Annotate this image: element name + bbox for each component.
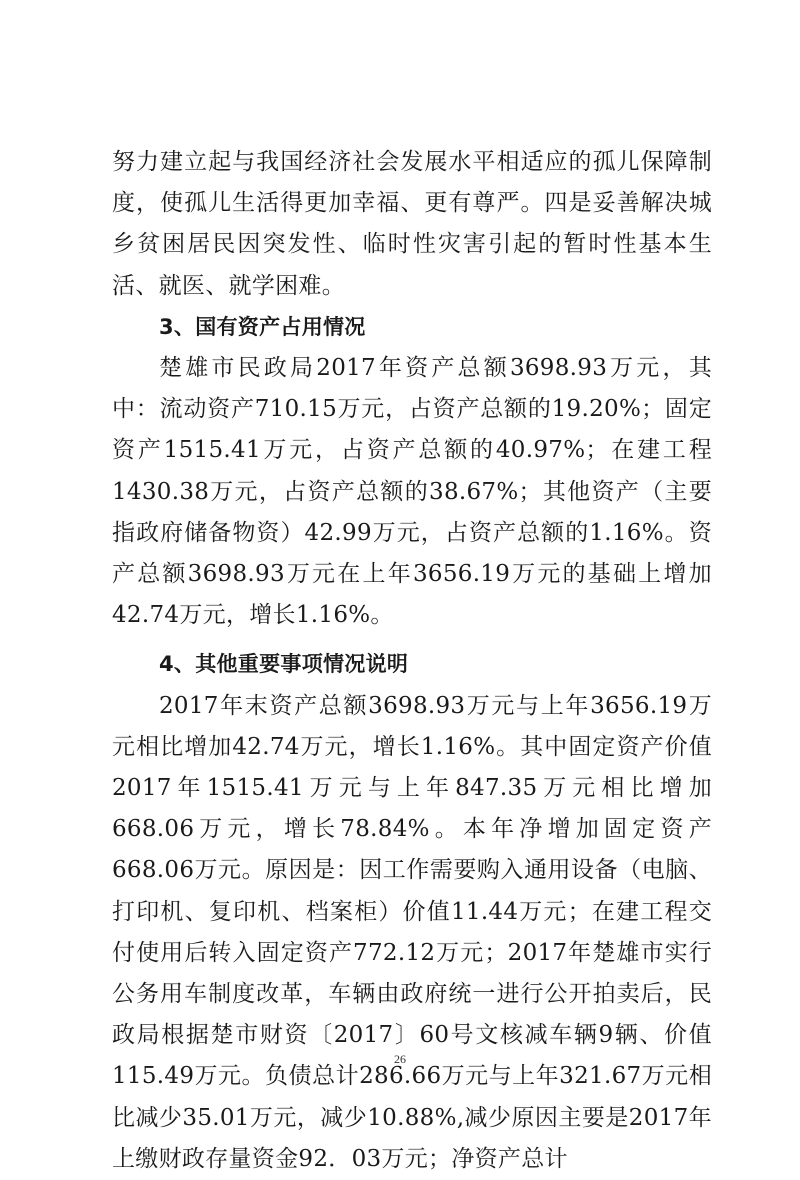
section-heading-other-matters: 4、其他重要事项情况说明 — [159, 652, 409, 677]
section-heading-asset-usage: 3、国有资产占用情况 — [159, 314, 366, 339]
paragraph-asset-usage: 楚雄市民政局2017年资产总额3698.93万元，其中：流动资产710.15万元，占资产总额的19.20%；固定资产1515.41万元，占资产总额的40.97%；在建工程1430.38万元，占资产总额的38.67%；其他资产（主要指政府储备物资）42.99万元，占资产总额的1.16%。资产总额3698.93万元在上年3656.19万元的基础上增加42.74万元，增长1.16%。 — [112, 355, 712, 629]
paragraph-continuation: 努力建立起与我国经济社会发展水平相适应的孤儿保障制度，使孤儿生活得更加幸福、更有尊严。四是妥善解决城乡贫困居民因突发性、临时性灾害引起的暂时性基本生活、就医、就学困难。 — [112, 149, 712, 299]
body-text — [112, 142, 712, 1180]
page-number: 26 — [394, 1052, 406, 1066]
paragraph-other-matters: 2017年末资产总额3698.93万元与上年3656.19万元相比增加42.74万元，增长1.16%。其中固定资产价值2017年1515.41万元与上年847.35万元相比增加668.06万元，增长78.84%。本年净增加固定资产 668.06万元。原因是：因工作需要购入通用设备（电脑、打印机、复印机、档案柜）价值11.44万元；在建工程交付使用后转入固定资产772.12万元；2017年楚雄市实行公务用车制度改革，车辆由政府统一进行公开拍卖后，民政局根据楚市财资〔2017〕60号文核减车辆9辆、价值115.49万元。负债总计286.66万元与上年321.67万元相比减少35.01万元，减少10.88%,减少原因主要是2017年上缴财政存量资金92．03万元；净资产总计 — [112, 692, 712, 1172]
